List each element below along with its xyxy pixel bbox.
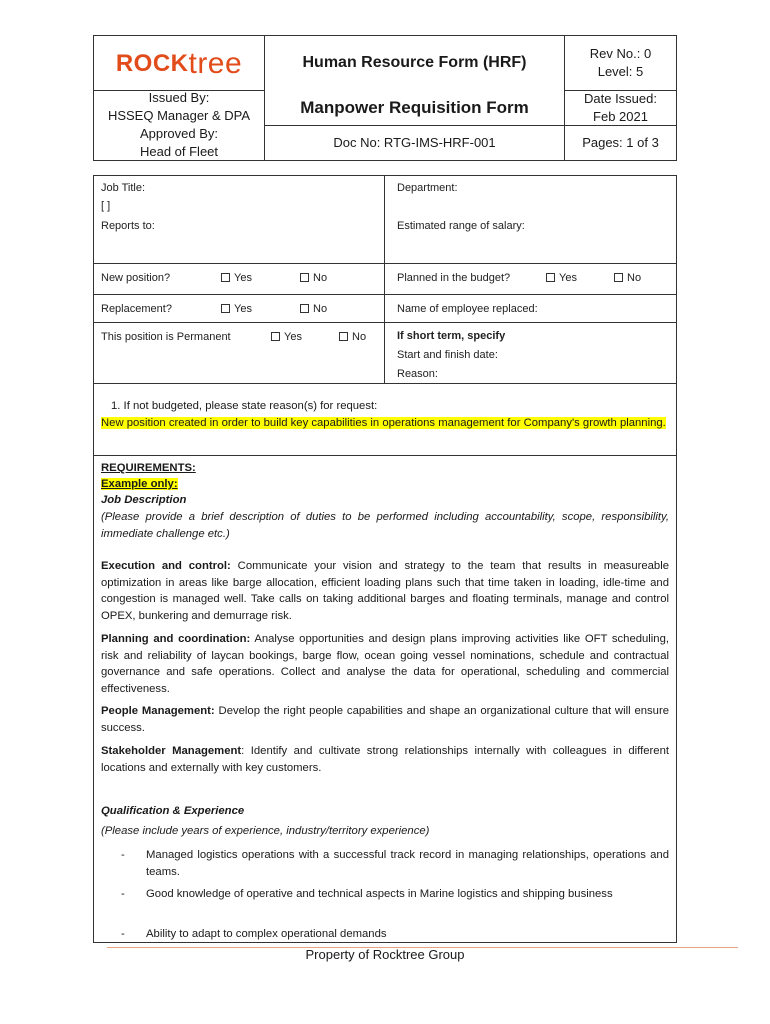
new-position-no-checkbox[interactable]: No [300,272,327,284]
budget-yes-checkbox[interactable]: Yes [546,272,577,284]
short-term-label: If short term, specify [397,330,506,342]
reports-to-label: Reports to: [101,220,155,232]
requisition-form [93,175,677,943]
date-issued-cell [565,90,676,125]
form-subtitle: Manpower Requisition Form [300,97,529,117]
planning-paragraph: Planning and coordination: Analyse opportunities and design plans improving activities like OFT scheduling, risk and reliability of laycan bookings, barge flow, ocean going vessel nominations, schedule and contractual governance and safe operations. Collect and analyse the data for operational, scheduling and commercial effectiveness. [101,633,670,695]
rev-number: Rev No.: 0 [589,46,652,61]
checkbox-icon [339,332,348,341]
issued-approved-cell [94,90,264,160]
permanent-label: This position is Permanent [101,331,231,343]
not-budgeted-answer: New position created in order to build key capabilities in operations management for Company's growth planning. [101,417,666,429]
level: Level: 5 [597,64,644,79]
job-title-label: Job Title: [101,182,146,194]
stakeholder-paragraph: Stakeholder Management: Identify and cultivate strong relationships internally with colleagues in different locations and externally with key customers. [101,745,670,774]
qualification-item: Ability to adapt to complex operational demands [146,928,387,940]
reason-label: Reason: [397,368,438,380]
planned-budget-label: Planned in the budget? [397,272,511,284]
qualification-item: Good knowledge of operative and technical aspects in Marine logistics and shipping business [146,888,613,900]
qualification-item: Managed logistics operations with a successful track record in managing relationships, operations and teams. [146,849,669,878]
permanent-no-checkbox[interactable]: No [339,331,366,343]
permanent-yes-checkbox[interactable]: Yes [271,331,302,343]
date-issued-value: Feb 2021 [593,108,648,124]
rev-level-cell [565,36,676,90]
doc-number: Doc No: RTG-IMS-HRF-001 [333,135,496,150]
not-budgeted-question: 1. If not budgeted, please state reason(s) for request: [111,400,378,412]
rocktree-logo: ROCK tree [115,46,243,80]
bullet-dash: - [121,849,125,861]
checkbox-icon [300,304,309,313]
checkbox-icon [300,273,309,282]
job-title-field[interactable]: [ ] [101,200,111,212]
bullet-dash: - [121,928,125,940]
qualification-note: (Please include years of experience, industry/territory experience) [101,825,430,837]
issued-by-value: HSSEQ Manager & DPA [107,108,251,123]
checkbox-icon [221,304,230,313]
example-note: Example only: [101,478,178,490]
replacement-no-checkbox[interactable]: No [300,303,327,315]
replacement-yes-checkbox[interactable]: Yes [221,303,252,315]
bullet-dash: - [121,888,125,900]
requirements-heading: REQUIREMENTS: [101,462,196,474]
new-position-yes-checkbox[interactable]: Yes [221,272,252,284]
document-header [93,35,677,161]
budget-no-checkbox[interactable]: No [614,272,641,284]
job-description-note: (Please provide a brief description of duties to be performed including accountability, scope, responsibility, immediate challenge etc.) [101,511,669,540]
checkbox-icon [271,332,280,341]
new-position-label: New position? [101,272,171,284]
qualification-heading: Qualification & Experience [101,805,245,817]
approved-by-value: Head of Fleet [139,144,219,159]
checkbox-icon [546,273,555,282]
execution-paragraph: Execution and control: Communicate your vision and strategy to the team that results in measureable optimization in areas like barge allocation, efficient loading plans such that time taken in loading, idle-time and congestion is managed well. Take calls on taking additional barges and floating terminals, manage and control OPEX, bunkering and demurrage risk. [101,560,670,622]
job-description-heading: Job Description [101,494,187,506]
date-issued-label: Date Issued: [584,90,657,106]
replacement-label: Replacement? [101,303,172,315]
people-paragraph: People Management: Develop the right people capabilities and shape an organizational culture that will ensure success. [101,705,669,734]
pages: Pages: 1 of 3 [582,135,659,150]
issued-by-label: Issued By: [148,90,210,105]
salary-range-label: Estimated range of salary: [397,220,525,232]
start-finish-label: Start and finish date: [397,349,498,361]
page-footer: Property of Rocktree Group [305,947,465,962]
form-title: Human Resource Form (HRF) [302,54,527,71]
checkbox-icon [614,273,623,282]
employee-replaced-label: Name of employee replaced: [397,303,538,315]
approved-by-label: Approved By: [139,126,219,141]
checkbox-icon [221,273,230,282]
department-label: Department: [397,182,458,194]
